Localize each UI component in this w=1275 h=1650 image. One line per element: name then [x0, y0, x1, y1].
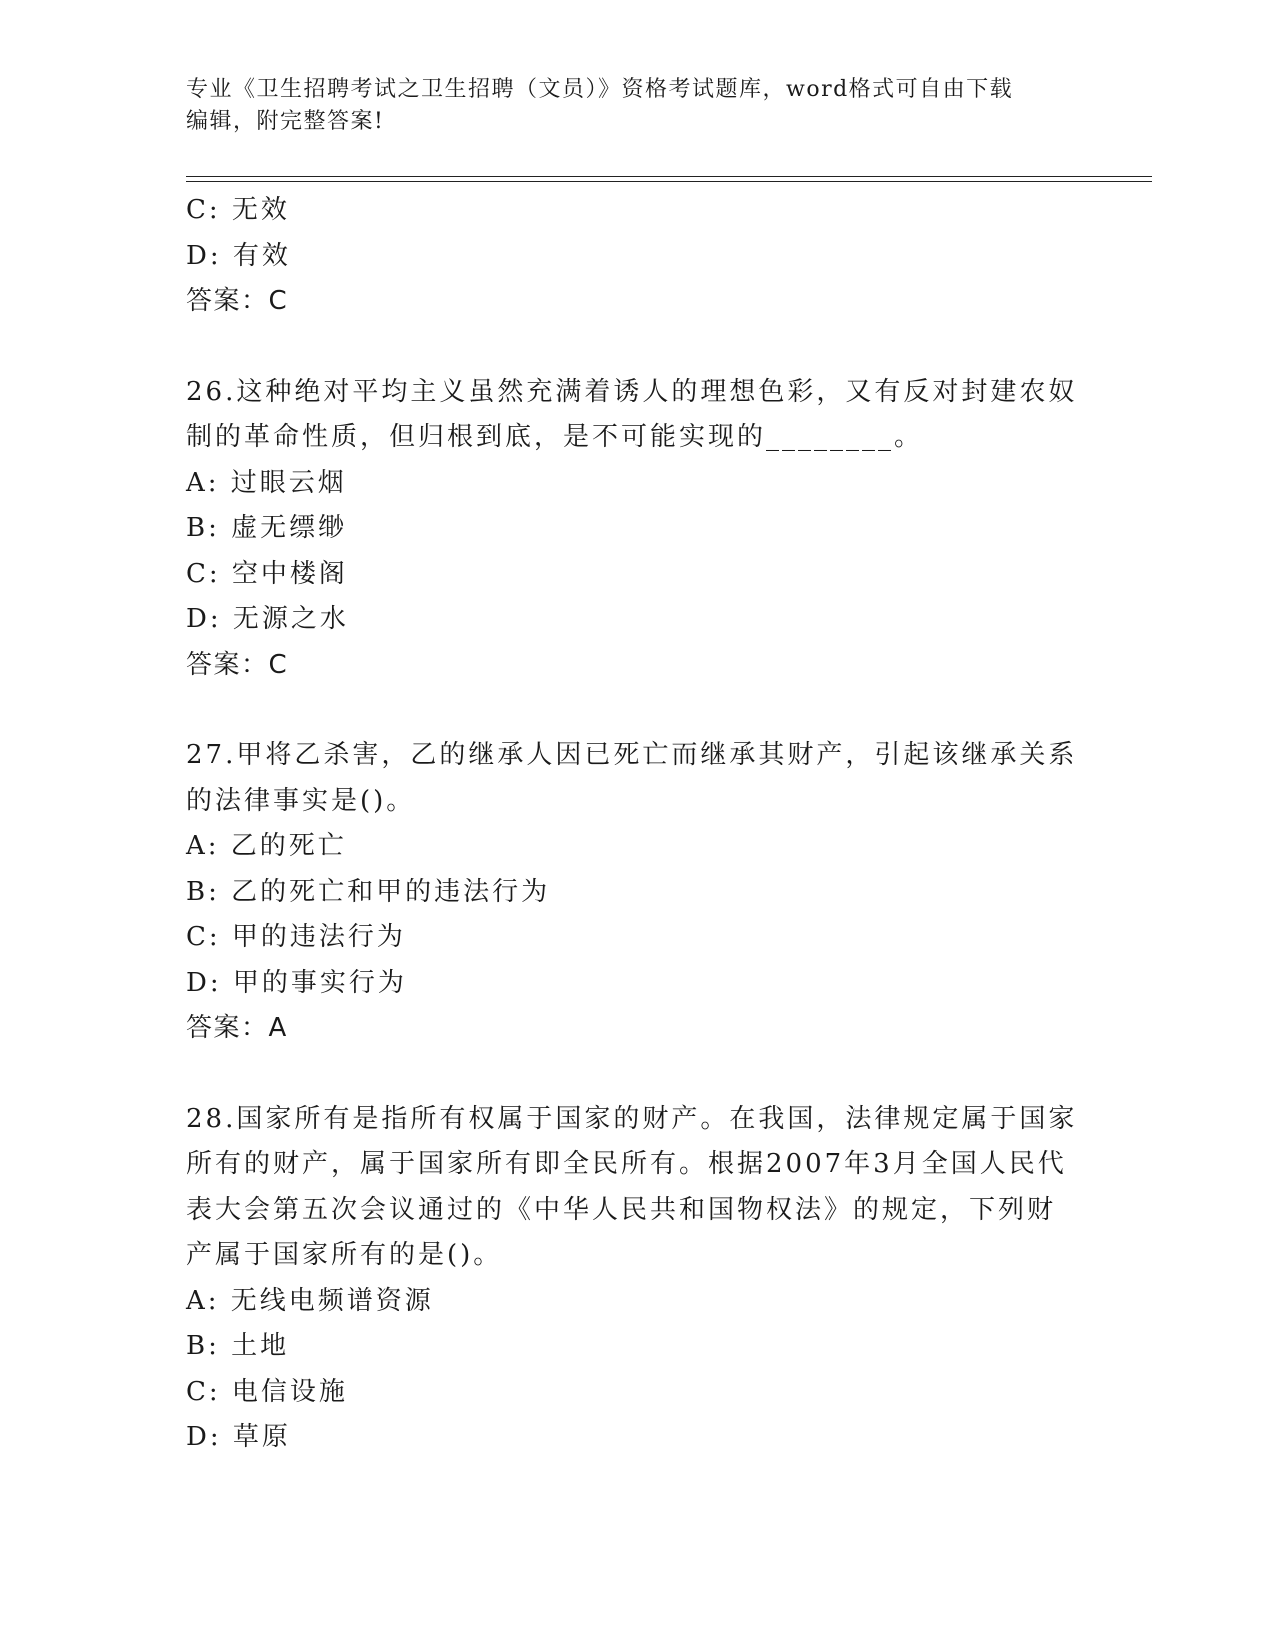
q28-stem — [186, 1097, 1078, 1279]
q28-option-c: C: 电信设施 — [186, 1376, 348, 1407]
question-26 — [186, 370, 1078, 689]
q27-stem-line-1: 27.甲将乙杀害，乙的继承人因已死亡而继承其财产，引起该继承关系 — [186, 740, 1078, 770]
question-25 — [186, 188, 1066, 325]
q27-option-a: A: 乙的死亡 — [186, 831, 347, 861]
document-header — [186, 74, 1066, 138]
q27-stem — [186, 733, 1078, 824]
q27-stem-line-2: 的法律事实是()。 — [186, 785, 416, 816]
q28-option-d: D: 草原 — [186, 1422, 291, 1452]
q27-option-b: B: 乙的死亡和甲的违法行为 — [186, 876, 551, 907]
header-line-2: 编辑，附完整答案! — [186, 109, 385, 134]
q28-option-a: A: 无线电频谱资源 — [186, 1285, 434, 1316]
q26-option-d: D: 无源之水 — [186, 604, 349, 634]
q27-option-c: C: 甲的违法行为 — [186, 922, 406, 952]
q26-option-a: A: 过眼云烟 — [186, 467, 347, 498]
q26-answer: 答案：C — [186, 649, 289, 680]
question-27 — [186, 733, 1078, 1052]
header-line-1: 专业《卫生招聘考试之卫生招聘（文员）》资格考试题库，word格式可自由下载 — [186, 77, 1014, 102]
q26-option-b: B: 虚无缥缈 — [186, 513, 348, 543]
q28-stem-line-2: 所有的财产，属于国家所有即全民所有。根据2007年3月全国人民代 — [186, 1149, 1067, 1179]
q28-stem-line-4: 产属于国家所有的是()。 — [186, 1240, 503, 1270]
q25-answer: 答案：C — [186, 286, 289, 316]
q28-stem-line-1: 28.国家所有是指所有权属于国家的财产。在我国，法律规定属于国家 — [186, 1103, 1078, 1134]
q26-stem — [186, 370, 1078, 461]
q26-stem-line-1: 26.这种绝对平均主义虽然充满着诱人的理想色彩，又有反对封建农奴 — [186, 376, 1078, 407]
header-divider-bottom — [186, 181, 1152, 182]
q26-option-c: C: 空中楼阁 — [186, 558, 348, 589]
header-divider-top — [186, 176, 1152, 177]
question-28 — [186, 1097, 1078, 1461]
q26-stem-line-2: 制的革命性质，但归根到底，是不可能实现的________。 — [186, 422, 924, 452]
q25-option-d: D: 有效 — [186, 240, 291, 271]
q25-option-c: C: 无效 — [186, 195, 290, 225]
q28-option-b: B: 土地 — [186, 1331, 290, 1361]
q28-stem-line-3: 表大会第五次会议通过的《中华人民共和国物权法》的规定，下列财 — [186, 1194, 1057, 1225]
q27-answer: 答案：A — [186, 1013, 288, 1043]
question-list — [186, 188, 1078, 1461]
q27-option-d: D: 甲的事实行为 — [186, 967, 407, 998]
